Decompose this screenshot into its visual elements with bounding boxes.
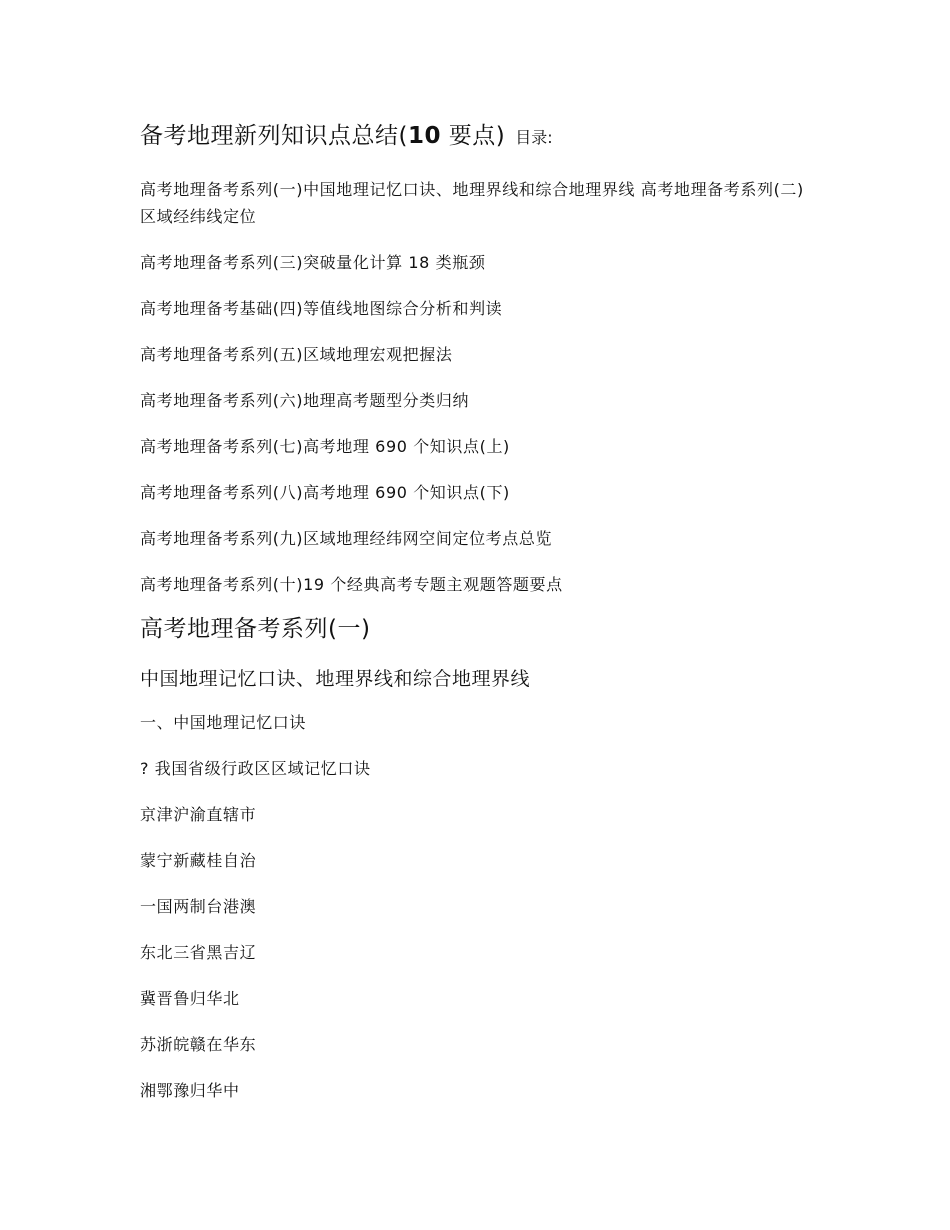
toc-item: 高考地理备考系列(一)中国地理记忆口诀、地理界线和综合地理界线 高考地理备考系列(二)区域经纬线定位	[140, 180, 804, 226]
title-text	[140, 123, 505, 149]
toc-item: 高考地理备考系列(十)19 个经典高考专题主观题答题要点	[140, 575, 563, 594]
toc-item: 高考地理备考系列(五)区域地理宏观把握法	[140, 345, 453, 364]
toc-item: 高考地理备考系列(三)突破量化计算 18 类瓶颈	[140, 253, 486, 272]
mnemonic-line: 蒙宁新藏桂自治	[140, 851, 257, 870]
toc-item: 高考地理备考系列(九)区域地理经纬网空间定位考点总览	[140, 529, 553, 548]
mnemonic-line: 冀晋鲁归华北	[140, 989, 240, 1008]
table-of-contents	[140, 176, 810, 598]
title-prefix: 备考地理新列知识点总结(	[140, 123, 408, 149]
mnemonic-line: 京津沪渝直辖市	[140, 805, 257, 824]
mnemonic-line: 一国两制台港澳	[140, 897, 257, 916]
document-content	[140, 118, 810, 1123]
section-title: 高考地理备考系列(一)	[140, 616, 371, 642]
mnemonic-line: 湘鄂豫归华中	[140, 1081, 240, 1100]
section-heading: 一、中国地理记忆口诀	[140, 713, 307, 732]
toc-item: 高考地理备考系列(六)地理高考题型分类归纳	[140, 391, 470, 410]
toc-label: 目录:	[515, 128, 553, 147]
section-subtitle: 中国地理记忆口诀、地理界线和综合地理界线	[140, 668, 531, 690]
toc-item: 高考地理备考系列(七)高考地理 690 个知识点(上)	[140, 437, 510, 456]
toc-item: 高考地理备考基础(四)等值线地图综合分析和判读	[140, 299, 503, 318]
mnemonic-line: 东北三省黑吉辽	[140, 943, 257, 962]
title-number: 10	[407, 123, 441, 149]
mnemonic-line: 苏浙皖赣在华东	[140, 1035, 257, 1054]
title-suffix: 要点)	[441, 123, 506, 149]
section-subheading: ? 我国省级行政区区域记忆口诀	[140, 759, 371, 778]
document-title	[140, 118, 810, 156]
toc-item: 高考地理备考系列(八)高考地理 690 个知识点(下)	[140, 483, 510, 502]
